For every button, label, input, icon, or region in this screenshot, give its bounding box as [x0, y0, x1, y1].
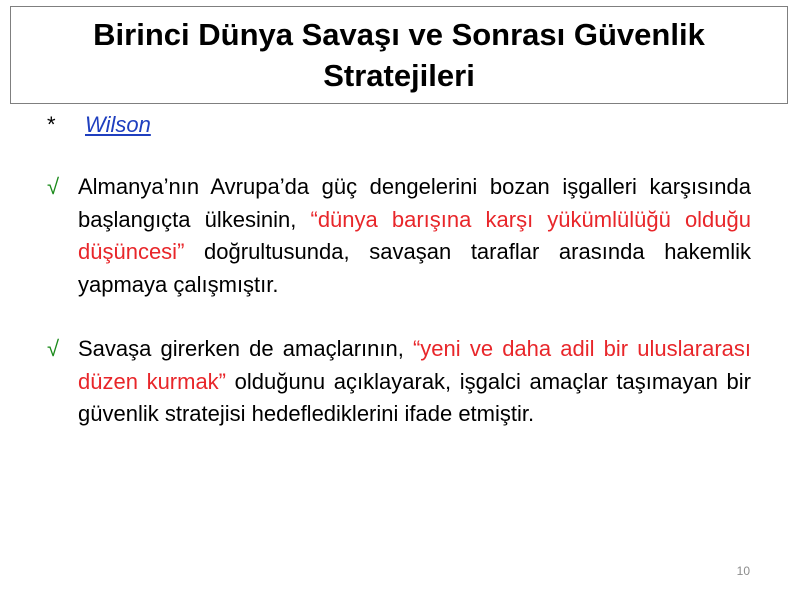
checkmark-bullet-icon: √: [47, 174, 60, 199]
paragraph-1-quote: “dünya barışına karşı yükümlülüğü olduğu düşüncesi”: [78, 206, 752, 264]
checkmark-bullet-icon: √: [47, 336, 60, 361]
paragraph-1-text-end: doğrultusunda, savaşan taraflar arasında hakemlik yapmaya çalışmıştır.: [78, 239, 751, 297]
paragraph-1-text-start: Almanya’nın Avrupa’da güç dengelerini bozan işgalleri karşısında başlangıçta ülkesinin,: [78, 174, 751, 232]
paragraph-2-quote: “yeni ve daha adil bir uluslararası düzen kurmak”: [78, 336, 751, 394]
title-box: [10, 6, 788, 104]
star-bullet-icon: *: [47, 112, 56, 137]
page-number: 10: [736, 564, 750, 578]
paragraph-1: [47, 171, 751, 301]
paragraph-2-text-start: Savaşa girerken de amaçlarının,: [78, 336, 413, 361]
paragraph-2-text-end: olduğunu açıklayarak, işgalci amaçlar taşımayan bir güvenlik stratejisi hedeflediklerini ifade etmiştir.: [78, 368, 751, 426]
subtitle-line: [47, 110, 151, 140]
paragraph-2: [47, 333, 751, 431]
subtitle-wilson: Wilson: [85, 112, 151, 137]
slide-title: Birinci Dünya Savaşı ve Sonrası Güvenlik Stratejileri: [93, 17, 705, 93]
